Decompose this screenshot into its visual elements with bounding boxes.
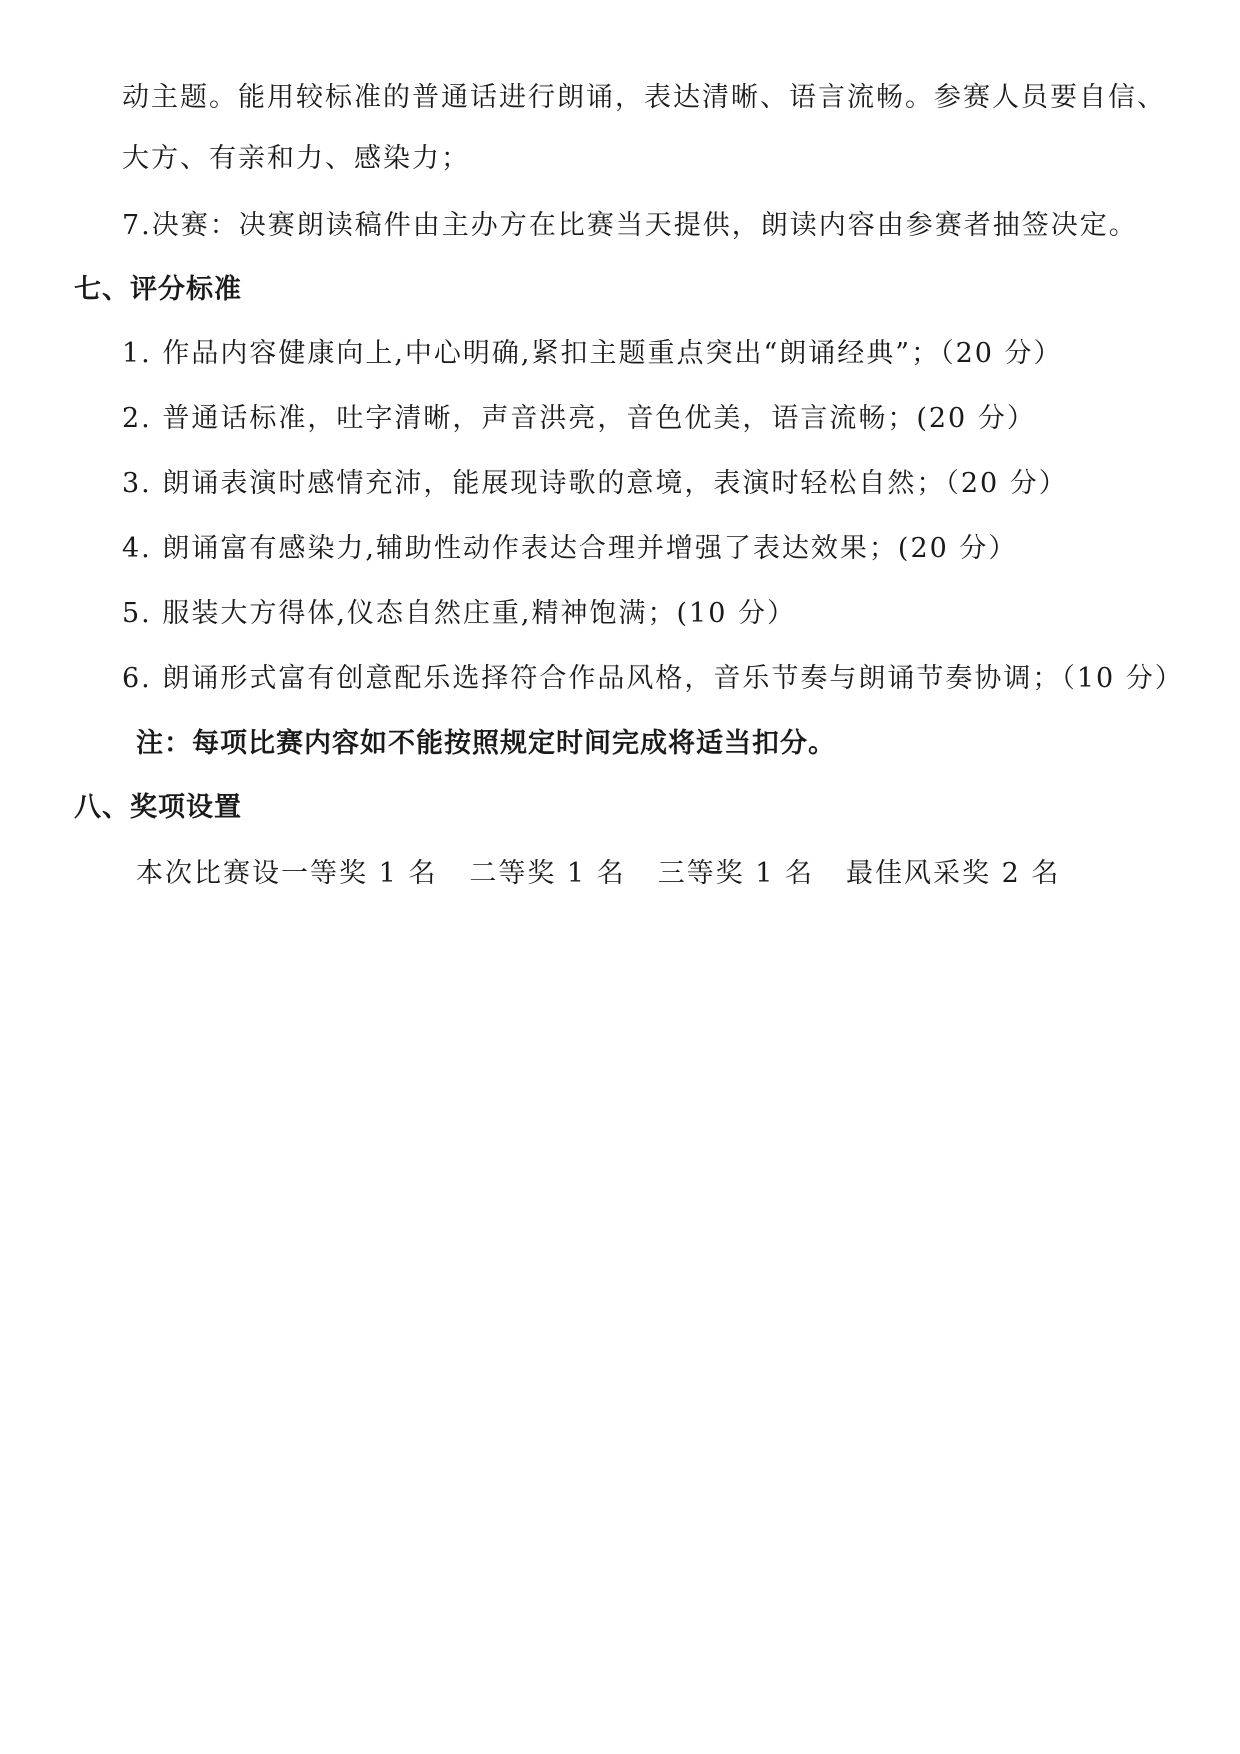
scoring-item-6: 6. 朗诵形式富有创意配乐选择符合作品风格，音乐节奏与朗诵节奏协调；（10 分）: [122, 663, 1184, 694]
scoring-item-1: 1. 作品内容健康向上,中心明确,紧扣主题重点突出“朗诵经典”；（20 分）: [122, 338, 1063, 369]
section-heading-scoring: 七、评分标准: [74, 274, 242, 305]
awards-line: [136, 856, 1060, 892]
scoring-item-4: 4. 朗诵富有感染力,辅助性动作表达合理并增强了表达效果；(20 分）: [122, 533, 1018, 564]
scoring-item-2: 2. 普通话标准，吐字清晰，声音洪亮，音色优美，语言流畅；(20 分）: [122, 403, 1036, 434]
award-first-prize: 本次比赛设一等奖 1 名: [136, 858, 438, 889]
award-best-style: 最佳风采奖 2 名: [846, 858, 1061, 889]
section-heading-awards: 八、奖项设置: [74, 792, 242, 823]
paragraph-continuation-line-2: 大方、有亲和力、感染力；: [122, 143, 470, 174]
scoring-item-5: 5. 服装大方得体,仪态自然庄重,精神饱满；(10 分）: [122, 598, 796, 629]
award-third-prize: 三等奖 1 名: [657, 858, 815, 889]
paragraph-continuation-line-1: 动主题。能用较标准的普通话进行朗诵，表达清晰、语言流畅。参赛人员要自信、: [122, 82, 1166, 113]
scoring-item-3: 3. 朗诵表演时感情充沛，能展现诗歌的意境，表演时轻松自然；（20 分）: [122, 468, 1068, 499]
item-final-round: 7.决赛：决赛朗读稿件由主办方在比赛当天提供，朗读内容由参赛者抽签决定。: [122, 210, 1138, 241]
scoring-note: 注：每项比赛内容如不能按照规定时间完成将适当扣分。: [136, 728, 836, 759]
award-second-prize: 二等奖 1 名: [469, 858, 626, 889]
